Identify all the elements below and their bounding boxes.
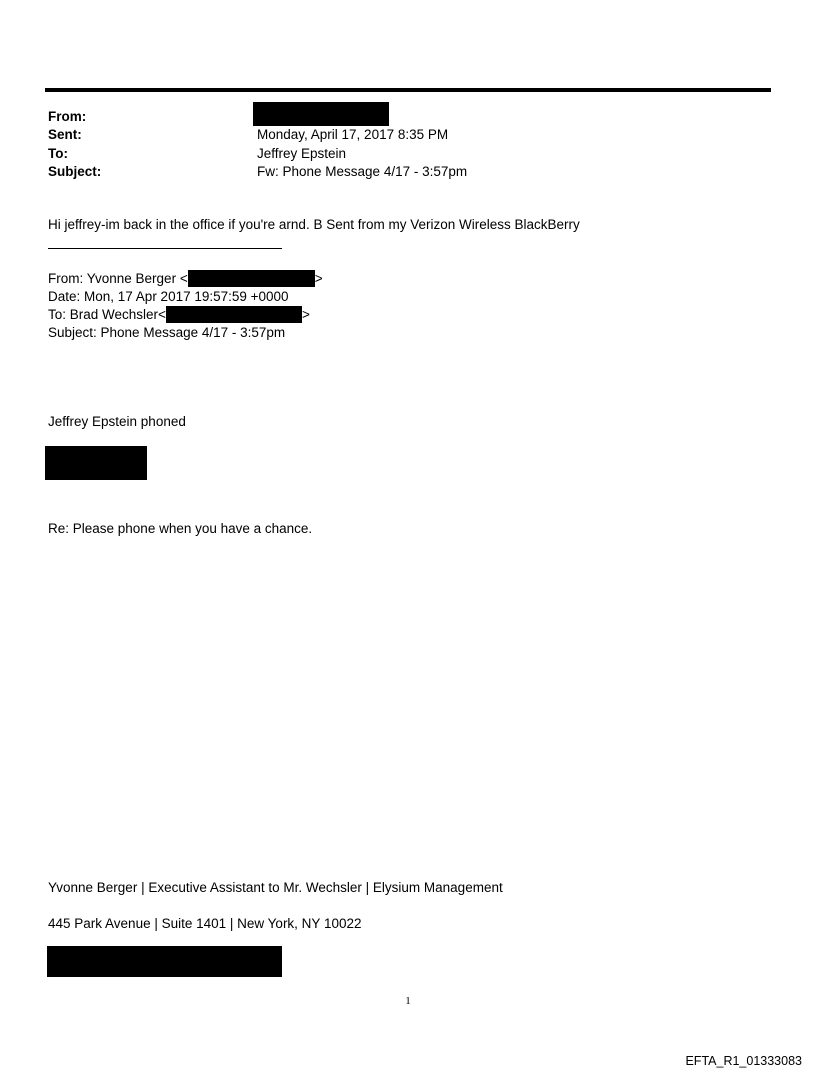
bates-number: EFTA_R1_01333083 — [685, 1054, 802, 1068]
redaction-signature-contact — [47, 946, 282, 977]
forwarded-from-text: From: Yvonne Berger < — [48, 271, 188, 286]
sent-value: Monday, April 17, 2017 8:35 PM — [257, 127, 449, 142]
caller-line: Jeffrey Epstein phoned — [48, 414, 186, 429]
forwarded-subject-line: Subject: Phone Message 4/17 - 3:57pm — [48, 325, 286, 340]
from-label: From: — [48, 109, 87, 124]
redaction-sender — [253, 102, 389, 126]
forwarded-to-close: > — [301, 307, 310, 322]
redaction-from-email — [188, 270, 315, 287]
forward-divider — [48, 248, 282, 249]
redaction-to-email — [166, 306, 302, 323]
redaction-phone-number — [45, 446, 147, 480]
forwarded-to-text: To: Brad Wechsler< — [48, 307, 166, 322]
to-label: To: — [48, 146, 68, 161]
forwarded-from-close: > — [314, 271, 323, 286]
signature-line-2: 445 Park Avenue | Suite 1401 | New York, NY 10022 — [48, 916, 362, 931]
subject-value: Fw: Phone Message 4/17 - 3:57pm — [257, 164, 468, 179]
forwarded-date-line: Date: Mon, 17 Apr 2017 19:57:59 +0000 — [48, 289, 289, 304]
page-number: 1 — [405, 995, 411, 1007]
signature-line-1: Yvonne Berger | Executive Assistant to Mr. Wechsler | Elysium Management — [48, 880, 503, 895]
subject-label: Subject: — [48, 164, 102, 179]
sent-label: Sent: — [48, 127, 82, 142]
forwarded-to-line — [48, 306, 310, 324]
to-value: Jeffrey Epstein — [257, 146, 347, 161]
body-message: Hi jeffrey-im back in the office if you're arnd. B Sent from my Verizon Wireless BlackBerry — [48, 217, 580, 232]
forwarded-from-line — [48, 270, 323, 288]
top-rule — [45, 88, 771, 92]
re-line: Re: Please phone when you have a chance. — [48, 521, 313, 536]
